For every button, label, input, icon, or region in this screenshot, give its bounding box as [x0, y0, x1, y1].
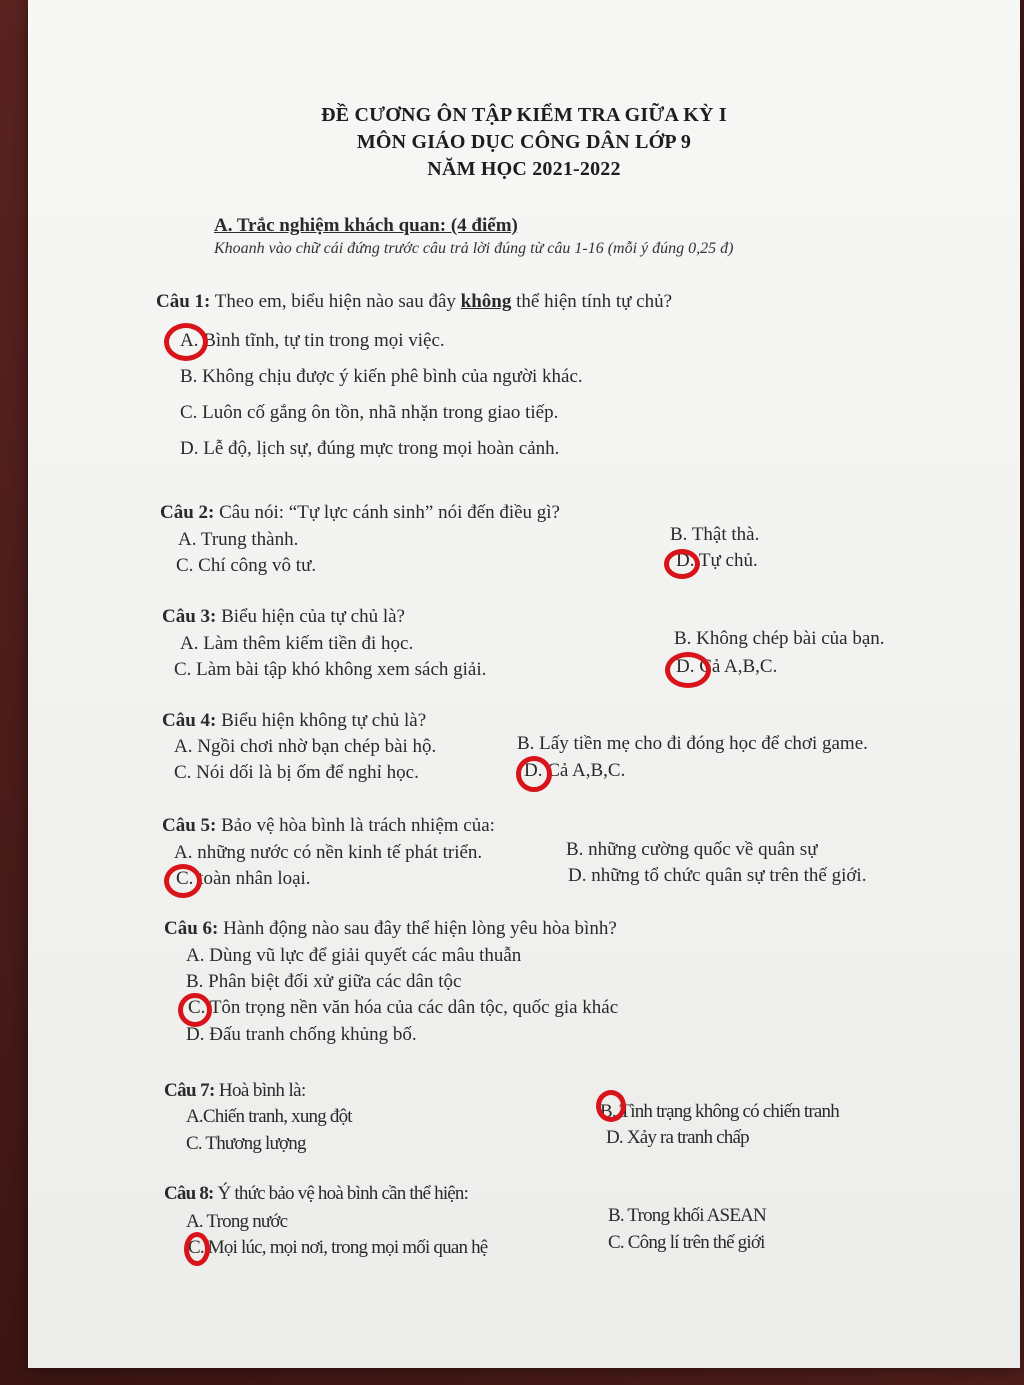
section-title: A. Trắc nghiệm khách quan: (4 điểm)	[214, 215, 518, 236]
q7-option-d[interactable]: D. Xảy ra tranh chấp	[606, 1127, 749, 1148]
q2-option-d[interactable]: D. Tự chủ.	[676, 550, 758, 571]
question-7	[164, 1080, 306, 1102]
q3-option-c[interactable]: C. Làm bài tập khó không xem sách giải.	[174, 659, 487, 680]
q2-option-b[interactable]: B. Thật thà.	[670, 524, 760, 545]
question-label: Câu 7:	[164, 1080, 215, 1101]
header-line-3: NĂM HỌC 2021-2022	[427, 158, 621, 180]
q5-option-d[interactable]: D. những tổ chức quân sự trên thế giới.	[568, 865, 867, 886]
question-text: Hành động nào sau đây thể hiện lòng yêu hòa bình?	[218, 918, 617, 939]
q4-option-c[interactable]: C. Nói dối là bị ốm để nghỉ học.	[174, 762, 419, 783]
answer-circle-q4	[516, 756, 552, 792]
question-label: Câu 5:	[162, 815, 217, 836]
q4-option-d[interactable]: D. Cả A,B,C.	[524, 760, 626, 781]
question-8	[164, 1183, 468, 1205]
answer-circle-q2	[664, 549, 700, 579]
q6-option-b[interactable]: B. Phân biệt đối xử giữa các dân tộc	[186, 971, 462, 992]
question-5	[162, 815, 495, 837]
exam-paper	[28, 0, 1020, 1368]
question-text: Hoà bình là:	[214, 1080, 306, 1101]
question-2	[160, 502, 560, 524]
question-label: Câu 8:	[164, 1183, 214, 1204]
q8-option-b[interactable]: B. Trong khối ASEAN	[608, 1205, 766, 1226]
q5-option-a[interactable]: A. những nước có nền kinh tế phát triển.	[174, 842, 483, 863]
q5-option-c[interactable]: C. toàn nhân loại.	[176, 868, 311, 889]
q1-option-b[interactable]: B. Không chịu được ý kiến phê bình của người khác.	[180, 366, 583, 387]
q6-option-c[interactable]: C. Tôn trọng nền văn hóa của các dân tộc, quốc gia khác	[188, 997, 619, 1018]
answer-circle-q1	[164, 323, 208, 361]
q1-option-a[interactable]: A. Bình tĩnh, tự tin trong mọi việc.	[180, 330, 445, 351]
section-instruction: Khoanh vào chữ cái đứng trước câu trả lời đúng từ câu 1-16 (mỗi ý đúng 0,25 đ)	[214, 240, 734, 257]
q1-option-d[interactable]: D. Lễ độ, lịch sự, đúng mực trong mọi hoàn cảnh.	[180, 438, 560, 459]
question-3	[162, 606, 405, 628]
q7-option-c[interactable]: C. Thương lượng	[186, 1133, 306, 1154]
q4-option-a[interactable]: A. Ngồi chơi nhờ bạn chép bài hộ.	[174, 736, 437, 757]
q4-option-b[interactable]: B. Lấy tiền mẹ cho đi đóng học để chơi game.	[517, 733, 868, 754]
q1-option-c[interactable]: C. Luôn cố gắng ôn tồn, nhã nhặn trong giao tiếp.	[180, 402, 559, 423]
answer-circle-q5	[164, 864, 202, 898]
question-6	[164, 918, 617, 940]
header-line-2: MÔN GIÁO DỤC CÔNG DÂN LỚP 9	[356, 131, 692, 153]
question-1	[156, 291, 672, 313]
question-text: Biểu hiện không tự chủ là?	[216, 710, 427, 731]
question-text: Câu nói: “Tự lực cánh sinh” nói đến điều gì?	[214, 502, 560, 523]
q2-option-c[interactable]: C. Chí công vô tư.	[176, 555, 317, 576]
answer-circle-q6	[178, 993, 212, 1027]
q3-option-d[interactable]: D. Cả A,B,C.	[676, 656, 778, 677]
q8-option-a[interactable]: A. Trong nước	[186, 1211, 288, 1232]
q8-option-d[interactable]: C. Công lí trên thế giới	[608, 1232, 765, 1253]
question-label: Câu 1:	[156, 291, 211, 312]
question-label: Câu 3:	[162, 606, 217, 627]
answer-circle-q3	[665, 652, 711, 688]
q7-option-b[interactable]: B. Tình trạng không có chiến tranh	[600, 1101, 839, 1122]
q3-option-b[interactable]: B. Không chép bài của bạn.	[674, 628, 885, 649]
q6-option-a[interactable]: A. Dùng vũ lực để giải quyết các mâu thuẫn	[186, 945, 522, 966]
question-text: thể hiện tính tự chủ?	[511, 291, 673, 312]
answer-circle-q7	[596, 1090, 626, 1122]
answer-circle-q8	[184, 1232, 210, 1266]
q8-option-c[interactable]: C. Mọi lúc, mọi nơi, trong mọi mối quan hệ	[188, 1237, 488, 1258]
question-emphasis: không	[460, 291, 512, 312]
question-label: Câu 2:	[160, 502, 215, 523]
q5-option-b[interactable]: B. những cường quốc về quân sự	[566, 839, 818, 860]
header-line-1: ĐỀ CƯƠNG ÔN TẬP KIỂM TRA GIỮA KỲ I	[321, 104, 727, 126]
q3-option-a[interactable]: A. Làm thêm kiếm tiền đi học.	[180, 633, 414, 654]
question-text: Theo em, biểu hiện nào sau đây	[210, 291, 461, 312]
question-label: Câu 4:	[162, 710, 217, 731]
question-4	[162, 710, 426, 732]
q7-option-a[interactable]: A.Chiến tranh, xung đột	[186, 1106, 352, 1127]
question-text: Bảo vệ hòa bình là trách nhiệm của:	[216, 815, 495, 836]
q2-option-a[interactable]: A. Trung thành.	[178, 529, 299, 550]
question-label: Câu 6:	[164, 918, 219, 939]
q6-option-d[interactable]: D. Đấu tranh chống khủng bố.	[186, 1024, 417, 1045]
question-text: Ý thức bảo vệ hoà bình cần thể hiện:	[213, 1183, 469, 1204]
question-text: Biểu hiện của tự chủ là?	[216, 606, 405, 627]
